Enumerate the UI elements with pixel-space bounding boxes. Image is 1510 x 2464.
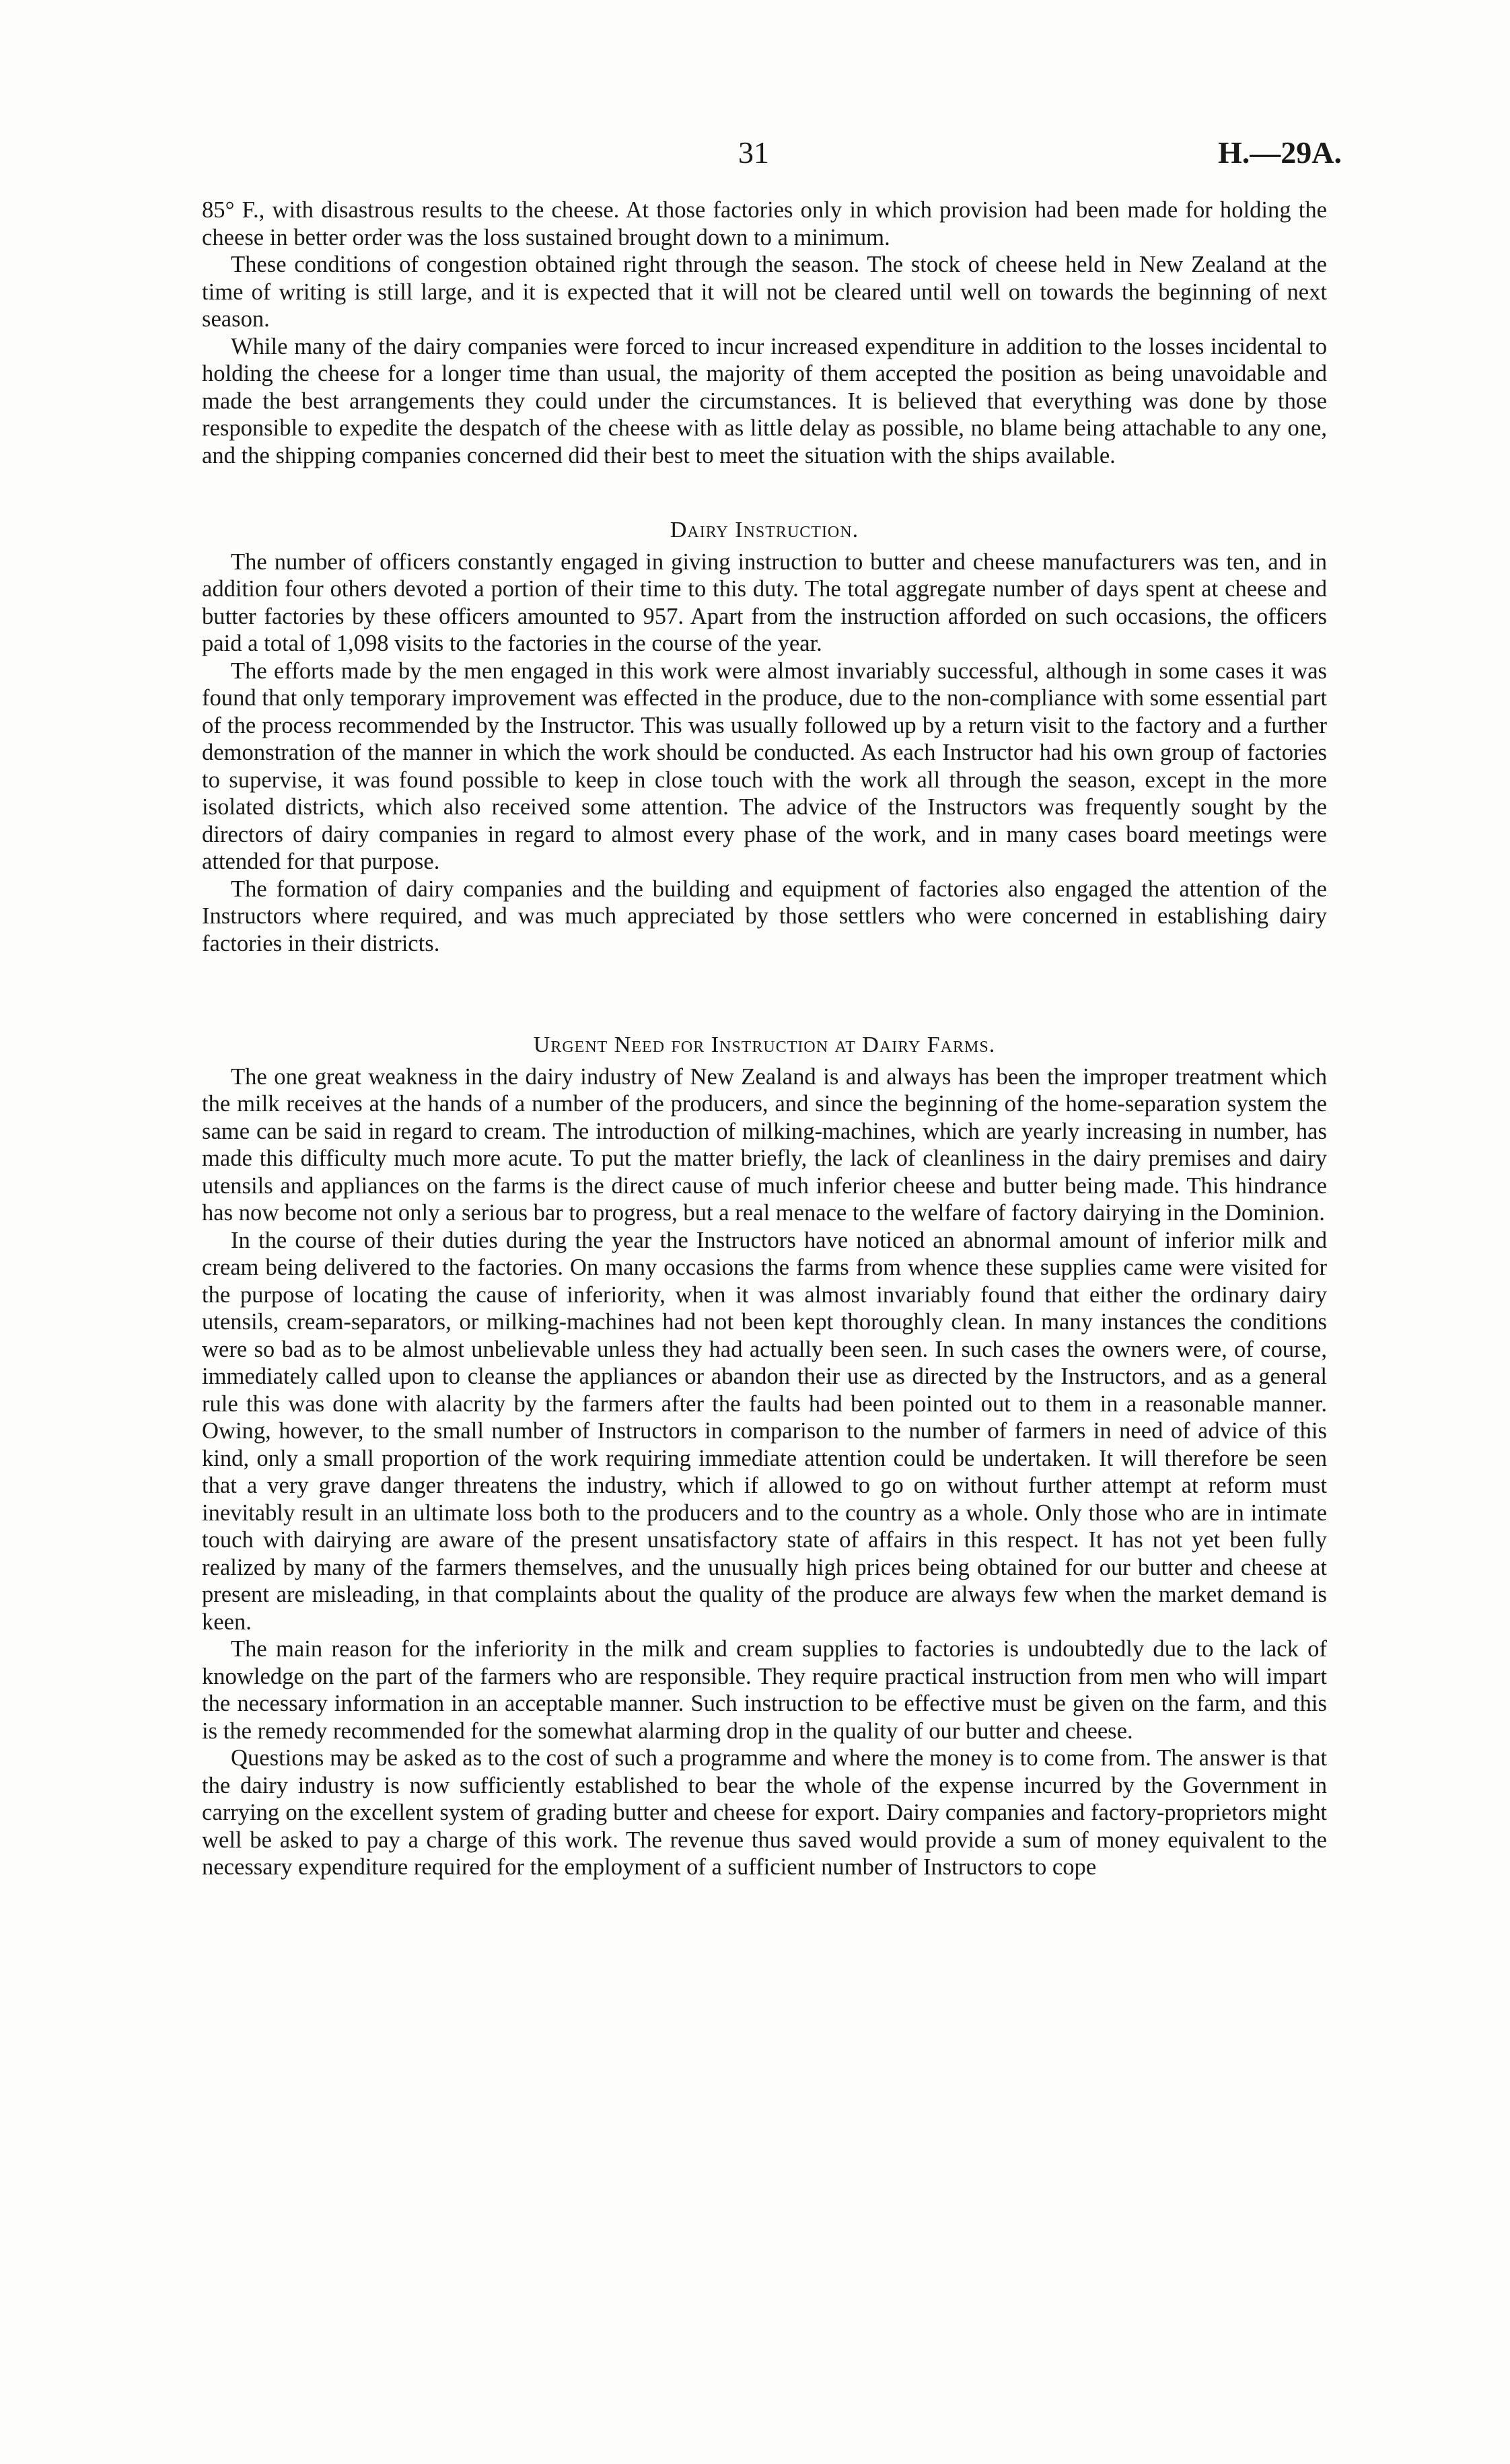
paragraph: The formation of dairy companies and the building and equipment of factories also engaged the attention of the Instructors where required, and was much appreciated by those settlers who were concerned in establishing dairy factories in their districts. (202, 876, 1327, 956)
paragraph: The number of officers constantly engaged in giving instruction to butter and cheese manufacturers was ten, and in addition four others devoted a portion of their time to this duty. The total aggregate number of days spent at cheese and butter factories by these officers amounted to 957. Apart from the instruction afforded on such occasions, the officers paid a total of 1,098 visits to the factories in the course of the year. (202, 549, 1327, 656)
paragraph: The main reason for the inferiority in the milk and cream supplies to factories is undoubtedly due to the lack of knowledge on the part of the farmers who are responsible. They require practical instruction from men who will impart the necessary information in an acceptable manner. Such instruction to be effective must be given on the farm, and this is the remedy recommended for the somewhat alarming drop in the quality of our butter and cheese. (202, 1636, 1327, 1744)
paragraph: Questions may be asked as to the cost of such a programme and where the money is to come from. The answer is that the dairy industry is now sufficiently established to bear the whole of the expense incurred by the Government in carrying on the excellent system of grading butter and cheese for export. Dairy companies and factory-proprietors might well be asked to pay a charge of this work. The revenue thus saved would provide a sum of money equivalent to the necessary expenditure required for the employment of a sufficient number of Instructors to cope (202, 1745, 1327, 1880)
page-number: 31 (738, 135, 769, 170)
paragraph: The efforts made by the men engaged in this work were almost invariably successful, although in some cases it was found that only temporary improvement was effected in the produce, due to the non-compliance with some essential part of the process recommended by the Instructor. This was usually followed up by a return visit to the factory and a further demonstration of the manner in which the work should be conducted. As each Instructor had his own group of factories to supervise, it was found possible to keep in close touch with the work all through the season, except in the more isolated districts, which also received some attention. The advice of the Instructors was frequently sought by the directors of dairy companies in regard to almost every phase of the work, and in many cases board meetings were attended for that purpose. (202, 658, 1327, 874)
paragraph: The one great weakness in the dairy industry of New Zealand is and always has been the improper treatment which the milk receives at the hands of a number of the producers, and since the beginning of the home-separation system the same can be said in regard to cream. The introduction of milking-machines, which are yearly increasing in number, has made this difficulty much more acute. To put the matter briefly, the lack of cleanliness in the dairy premises and dairy utensils and appliances on the farms is the direct cause of much inferior cheese and butter being made. This hindrance has now become not only a serious bar to progress, but a real menace to the welfare of factory dairying in the Dominion. (202, 1063, 1327, 1226)
section-heading-dairy-instruction: Dairy Instruction. (670, 518, 859, 542)
paragraph: While many of the dairy companies were forced to incur increased expenditure in addition to the losses incidental to holding the cheese for a longer time than usual, the majority of them accepted the position as being unavoidable and made the best arrangements they could under the circumstances. It is believed that everything was done by those responsible to expedite the despatch of the cheese with as little delay as possible, no blame being attachable to any one, and the shipping companies concerned did their best to meet the situation with the ships available. (202, 333, 1327, 468)
section-heading-urgent-need: Urgent Need for Instruction at Dairy Farms. (533, 1032, 996, 1057)
paragraph: In the course of their duties during the year the Instructors have noticed an abnormal amount of inferior milk and cream being delivered to the factories. On many occasions the farms from whence these supplies came were visited for the purpose of locating the cause of inferiority, when it was almost invariably found that either the ordinary dairy utensils, cream-separators, or milking-machines had not been kept thoroughly clean. In many instances the conditions were so bad as to be almost unbelievable unless they had actually been seen. In such cases the owners were, of course, immediately called upon to cleanse the appliances or abandon their use as directed by the Instructors, and as a general rule this was done with alacrity by the farmers after the faults had been pointed out to them in a reasonable manner. Owing, however, to the small number of Instructors in comparison to the number of farmers in need of advice of this kind, only a small proportion of the work requiring immediate attention could be undertaken. It will therefore be seen that a very grave danger threatens the industry, which if allowed to go on without further attempt at reform must inevitably result in an ultimate loss both to the producers and to the country as a whole. Only those who are in intimate touch with dairying are aware of the present unsatisfactory state of affairs in this respect. It has not yet been fully realized by many of the farmers themselves, and the unusually high prices being obtained for our butter and cheese at present are misleading, in that complaints about the quality of the produce are always few when the market demand is keen. (202, 1227, 1327, 1635)
paragraph: These conditions of congestion obtained right through the season. The stock of cheese held in New Zealand at the time of writing is still large, and it is expected that it will not be cleared until well on towards the beginning of next season. (202, 252, 1327, 332)
page-body (202, 197, 1327, 1881)
document-reference: H.—29A. (1218, 135, 1342, 170)
paragraph: 85° F., with disastrous results to the cheese. At those factories only in which provision had been made for holding the cheese in better order was the loss sustained brought down to a minimum. (202, 197, 1327, 250)
